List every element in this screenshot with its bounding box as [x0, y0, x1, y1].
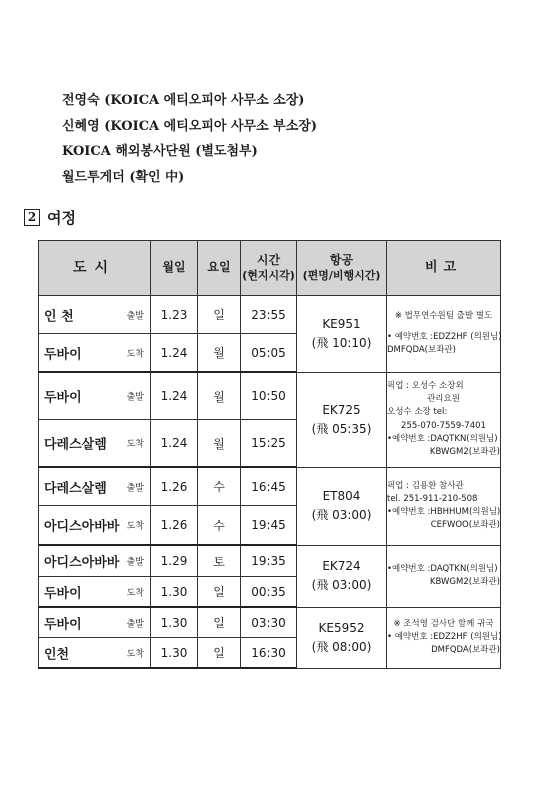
city-cell	[39, 577, 151, 608]
travel-status: 출발	[126, 483, 144, 493]
city-cell	[39, 638, 151, 669]
day-cell: 월	[198, 372, 241, 420]
city-cell	[39, 467, 151, 506]
header-flight-label: 항공	[329, 253, 354, 268]
note-line: •예약번호 :DAQTKN(의원님)	[387, 563, 498, 574]
travel-status: 도착	[126, 588, 144, 598]
day-cell: 수	[198, 506, 241, 546]
travel-status: 도착	[126, 649, 144, 659]
flight-number: ET804	[322, 489, 361, 504]
table-row	[39, 372, 501, 420]
header-notes: 비고	[387, 241, 501, 296]
time-cell: 16:30	[241, 638, 297, 669]
flight-number: KE5952	[318, 620, 365, 635]
flight-number: EK724	[322, 559, 361, 574]
notes-cell	[387, 467, 501, 545]
note-line: KBWGM2(보좌관)	[429, 446, 500, 457]
flight-duration: (飛 03:00)	[311, 578, 372, 592]
header-time-label: 시간	[256, 253, 281, 268]
date-cell: 1.30	[151, 638, 198, 669]
travel-status: 도착	[126, 521, 144, 532]
note-line: ※ 조석영 검사단 함께 귀국	[393, 618, 494, 629]
note-line: •예약번호 :HBHHUM(의원님)	[387, 507, 501, 517]
note-line: DMFQDA(보좌관)	[387, 344, 456, 355]
time-cell: 10:50	[241, 372, 297, 420]
note-line: DMFQDA(보좌관)	[431, 645, 500, 656]
travel-status: 출발	[126, 311, 144, 321]
header-day: 요일	[198, 241, 241, 296]
date-cell: 1.29	[151, 545, 198, 577]
city-cell	[39, 545, 151, 577]
city-name: 두바이	[44, 347, 82, 362]
date-cell: 1.24	[151, 420, 198, 468]
table-row	[39, 296, 501, 334]
day-cell: 월	[198, 334, 241, 373]
day-cell: 일	[198, 638, 241, 669]
header-city: 도시	[39, 241, 151, 296]
day-cell: 일	[198, 577, 241, 608]
flight-cell	[297, 296, 387, 373]
date-cell: 1.30	[151, 577, 198, 608]
travel-status: 출발	[126, 619, 144, 629]
city-name: 두바이	[44, 390, 82, 406]
section-title: 여정	[47, 209, 76, 227]
flight-cell	[297, 607, 387, 668]
flight-cell	[297, 545, 387, 607]
city-name: 두바이	[44, 586, 82, 601]
date-cell: 1.24	[151, 334, 198, 373]
time-cell: 23:55	[241, 296, 297, 334]
city-cell	[39, 607, 151, 638]
city-cell	[39, 506, 151, 546]
day-cell: 수	[198, 467, 241, 506]
time-cell: 16:45	[241, 467, 297, 506]
note-line: 픽업 : 김용환 참사관	[387, 480, 464, 491]
note-line: tel. 251-911-210-508	[387, 493, 478, 504]
note-line: • 예약번호 :EDZ2HF (의원님)	[387, 331, 502, 342]
itinerary-body	[39, 296, 501, 669]
city-name: 두바이	[44, 617, 82, 632]
date-cell: 1.26	[151, 506, 198, 546]
city-cell	[39, 420, 151, 468]
member-item: 전영숙 (KOICA 에티오피아 사무소 소장)	[62, 93, 305, 108]
time-cell: 05:05	[241, 334, 297, 373]
note-line: 픽업 : 오성수 소장외	[387, 380, 464, 391]
member-item: KOICA 해외봉사단원 (별도첨부)	[62, 144, 258, 159]
date-cell: 1.23	[151, 296, 198, 334]
city-cell	[39, 334, 151, 373]
table-row	[39, 607, 501, 638]
header-flight-sub: (편명/비행시간)	[302, 268, 381, 282]
day-cell: 일	[198, 296, 241, 334]
date-cell: 1.30	[151, 607, 198, 638]
city-cell	[39, 296, 151, 334]
section-heading	[24, 207, 76, 228]
time-cell: 15:25	[241, 420, 297, 468]
time-cell: 00:35	[241, 577, 297, 608]
notes-cell	[387, 296, 501, 373]
day-cell: 일	[198, 607, 241, 638]
travel-status: 출발	[126, 392, 144, 403]
table-row	[39, 467, 501, 506]
notes-cell	[387, 545, 501, 607]
flight-number: EK725	[322, 402, 361, 417]
note-line: 255-070-7559-7401	[401, 420, 486, 431]
header-time-sub: (현지시각)	[242, 268, 295, 282]
flight-duration: (飛 03:00)	[311, 508, 372, 522]
city-name: 다레스살렘	[44, 481, 107, 496]
flight-cell	[297, 372, 387, 467]
itinerary-table	[38, 240, 501, 669]
member-item: 신혜영 (KOICA 에티오피아 사무소 부소장)	[62, 118, 318, 134]
city-name: 인천	[44, 647, 70, 662]
city-cell	[39, 372, 151, 420]
city-name: 인 천	[44, 309, 74, 324]
city-name: 다레스살렘	[44, 437, 107, 453]
time-cell: 03:30	[241, 607, 297, 638]
notes-cell	[387, 607, 501, 668]
header-time	[241, 241, 297, 296]
member-item: 월드투게더 (확인 中)	[62, 169, 185, 185]
header-date: 월일	[151, 241, 198, 296]
flight-duration: (飛 08:00)	[311, 639, 372, 654]
travel-status: 도착	[126, 349, 144, 359]
section-number: 2	[24, 209, 40, 226]
time-cell: 19:45	[241, 506, 297, 546]
travel-status: 출발	[126, 557, 144, 568]
time-cell: 19:35	[241, 545, 297, 577]
note-line: ※ 법무연수원팀 출발 별도	[394, 311, 493, 322]
notes-cell	[387, 372, 501, 467]
day-cell: 월	[198, 420, 241, 468]
travel-status: 도착	[126, 439, 144, 450]
day-cell: 토	[198, 545, 241, 577]
city-name: 아디스아바바	[44, 519, 120, 535]
table-row	[39, 545, 501, 577]
note-line: CEFWOO(보좌관)	[430, 520, 500, 531]
note-line: KBWGM2(보좌관)	[429, 577, 500, 587]
note-line: •예약번호 :DAQTKN(의원님)	[387, 433, 498, 444]
header-flight	[297, 241, 387, 296]
city-name: 아디스아바바	[44, 555, 120, 571]
member-list	[62, 88, 317, 190]
date-cell: 1.26	[151, 467, 198, 506]
table-header-row	[39, 241, 501, 296]
date-cell: 1.24	[151, 372, 198, 420]
flight-duration: (飛 05:35)	[311, 421, 372, 436]
note-line: • 예약번호 :EDZ2HF (의원님)	[387, 631, 502, 642]
note-line: 오성수 소장 tel:	[387, 407, 448, 418]
flight-duration: (飛 10:10)	[311, 335, 372, 350]
flight-number: KE951	[322, 317, 361, 332]
note-line: 관리요원	[427, 394, 460, 405]
flight-cell	[297, 467, 387, 545]
